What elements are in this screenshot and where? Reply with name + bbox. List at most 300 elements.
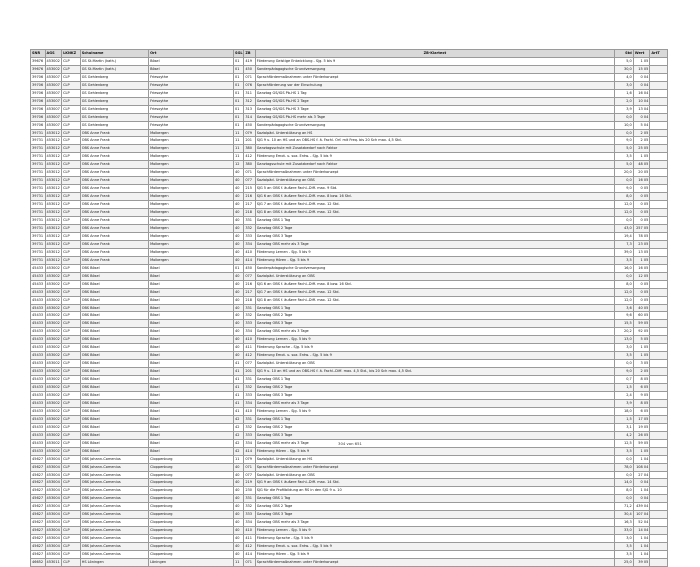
cell-zb: 216: [244, 280, 255, 288]
cell-std: 5,0: [615, 145, 634, 153]
cell-lknkz: CLP: [62, 153, 81, 161]
cell-ags: 453007: [45, 113, 62, 121]
cell-schulname: OBS Bösel: [80, 376, 148, 384]
cell-snr: 39731: [31, 209, 46, 217]
cell-ort: Bösel: [149, 368, 234, 376]
cell-std: 30,4: [615, 511, 634, 519]
cell-std: 39,0: [615, 248, 634, 256]
cell-artt: [650, 312, 668, 320]
cell-std: 1,6: [615, 89, 634, 97]
cell-schulname: OBS Anne Frank: [80, 137, 148, 145]
cell-lknkz: CLP: [62, 97, 81, 105]
table-row: [31, 391, 668, 399]
cell-snr: 45433: [31, 431, 46, 439]
cell-lknkz: CLP: [62, 304, 81, 312]
cell-std: 12,0: [615, 288, 634, 296]
cell-ort: Cloppenburg: [149, 535, 234, 543]
cell-std: 0,0: [615, 471, 634, 479]
cell-ort: Cloppenburg: [149, 511, 234, 519]
cell-lknkz: CLP: [62, 447, 81, 455]
cell-schulname: GS Gehlenberg: [80, 105, 148, 113]
cell-wert: 0 04: [633, 479, 650, 487]
cell-ort: Friesoythe: [149, 105, 234, 113]
cell-ags: 453002: [45, 312, 62, 320]
cell-lknkz: CLP: [62, 479, 81, 487]
cell-zb-klartext: Förderung Sprache - Sjg. 5 bis 9: [255, 344, 614, 352]
cell-sgl: 40: [233, 336, 243, 344]
cell-artt: [650, 336, 668, 344]
cell-zb: 216: [244, 193, 255, 201]
col-header-artt: ArtT: [650, 50, 668, 58]
cell-wert: 3 05: [633, 360, 650, 368]
cell-lknkz: CLP: [62, 121, 81, 129]
cell-artt: [650, 280, 668, 288]
cell-artt: [650, 193, 668, 201]
cell-zb: 332: [244, 384, 255, 392]
table-row: [31, 288, 668, 296]
cell-artt: [650, 559, 668, 567]
cell-ags: 453012: [45, 169, 62, 177]
cell-zb: 077: [244, 360, 255, 368]
col-header-zb-klartext: ZB-Klartext: [255, 50, 614, 58]
cell-lknkz: CLP: [62, 431, 81, 439]
cell-zb: 419: [244, 57, 255, 65]
col-header-std: Std: [615, 50, 634, 58]
cell-snr: 45627: [31, 503, 46, 511]
cell-lknkz: CLP: [62, 407, 81, 415]
cell-ort: Bösel: [149, 376, 234, 384]
cell-wert: 10 04: [633, 97, 650, 105]
cell-schulname: OBS Bösel: [80, 344, 148, 352]
table-row: [31, 217, 668, 225]
cell-std: 0,0: [615, 217, 634, 225]
cell-artt: [650, 399, 668, 407]
cell-lknkz: CLP: [62, 352, 81, 360]
cell-artt: [650, 105, 668, 113]
cell-wert: 108 04: [633, 463, 650, 471]
table-row: [31, 248, 668, 256]
cell-ags: 453012: [45, 201, 62, 209]
cell-artt: [650, 288, 668, 296]
cell-wert: 1 04: [633, 543, 650, 551]
cell-std: 8,0: [615, 280, 634, 288]
cell-zb-klartext: Ganztag OBS 3 Tage: [255, 232, 614, 240]
cell-lknkz: CLP: [62, 328, 81, 336]
table-row: [31, 209, 668, 217]
cell-artt: [650, 503, 668, 511]
cell-ort: Friesoythe: [149, 121, 234, 129]
cell-std: 5,0: [615, 57, 634, 65]
cell-zb-klartext: Ganztag OBS 3 Tage: [255, 320, 614, 328]
table-row: [31, 527, 668, 535]
cell-lknkz: CLP: [62, 360, 81, 368]
cell-sgl: 01: [233, 105, 243, 113]
cell-wert: 1 05: [633, 344, 650, 352]
cell-snr: 39731: [31, 177, 46, 185]
cell-sgl: 40: [233, 543, 243, 551]
cell-sgl: 40: [233, 479, 243, 487]
cell-zb-klartext: Ganztag OBS mehr als 3 Tage: [255, 328, 614, 336]
cell-ags: 453004: [45, 487, 62, 495]
cell-artt: [650, 551, 668, 559]
cell-schulname: OBS Johann-Comenius: [80, 503, 148, 511]
cell-schulname: OBS Johann-Comenius: [80, 455, 148, 463]
cell-artt: [650, 121, 668, 129]
cell-snr: 45433: [31, 336, 46, 344]
cell-artt: [650, 543, 668, 551]
cell-zb: 410: [244, 527, 255, 535]
cell-wert: 25 05: [633, 145, 650, 153]
cell-zb: 219: [244, 479, 255, 487]
cell-ort: Molbergen: [149, 209, 234, 217]
cell-sgl: 40: [233, 328, 243, 336]
cell-zb-klartext: Ganztag OBS mehr als 3 Tage: [255, 240, 614, 248]
table-row: [31, 431, 668, 439]
table-row: [31, 232, 668, 240]
cell-zb-klartext: Ganztag GS/IGS Pb-HS 1 Tag: [255, 89, 614, 97]
cell-lknkz: CLP: [62, 240, 81, 248]
cell-snr: 45433: [31, 368, 46, 376]
table-row: [31, 463, 668, 471]
cell-ags: 453004: [45, 551, 62, 559]
table-row: [31, 145, 668, 153]
cell-wert: 439 04: [633, 503, 650, 511]
cell-schulname: OBS Anne Frank: [80, 161, 148, 169]
cell-zb-klartext: Förderung Lernen - Sjg. 5 bis 9: [255, 527, 614, 535]
cell-std: 33,0: [615, 527, 634, 535]
cell-zb: 414: [244, 551, 255, 559]
cell-snr: 45433: [31, 384, 46, 392]
cell-zb: 217: [244, 201, 255, 209]
cell-snr: 45433: [31, 344, 46, 352]
cell-std: 13,0: [615, 336, 634, 344]
cell-ags: 453004: [45, 495, 62, 503]
cell-zb-klartext: Sonderpädagogische Grundversorgung: [255, 65, 614, 73]
cell-ort: Bösel: [149, 439, 234, 447]
cell-sgl: 40: [233, 288, 243, 296]
cell-schulname: OBS Bösel: [80, 431, 148, 439]
cell-artt: [650, 232, 668, 240]
cell-ags: 453012: [45, 137, 62, 145]
cell-sgl: 40: [233, 209, 243, 217]
cell-std: 16,0: [615, 264, 634, 272]
table-row: [31, 256, 668, 264]
cell-wert: 17 05: [633, 415, 650, 423]
cell-zb: 334: [244, 439, 255, 447]
cell-wert: 59 05: [633, 439, 650, 447]
cell-snr: 39731: [31, 193, 46, 201]
cell-zb: 332: [244, 423, 255, 431]
cell-ags: 453002: [45, 304, 62, 312]
cell-wert: 0 05: [633, 193, 650, 201]
cell-std: 1,5: [615, 415, 634, 423]
cell-schulname: OBS Bösel: [80, 264, 148, 272]
cell-ags: 453012: [45, 177, 62, 185]
cell-ags: 453002: [45, 336, 62, 344]
cell-zb-klartext: Förderung Lernen - Sjg. 5 bis 9: [255, 248, 614, 256]
cell-sgl: 12: [233, 161, 243, 169]
cell-schulname: OBS Anne Frank: [80, 232, 148, 240]
cell-zb-klartext: Ganztag OBS mehr als 3 Tage: [255, 399, 614, 407]
cell-zb: 450: [244, 65, 255, 73]
cell-wert: 59 05: [633, 320, 650, 328]
cell-ort: Molbergen: [149, 201, 234, 209]
cell-wert: 52 04: [633, 519, 650, 527]
cell-zb: 312: [244, 97, 255, 105]
cell-lknkz: CLP: [62, 336, 81, 344]
cell-sgl: 01: [233, 73, 243, 81]
cell-artt: [650, 272, 668, 280]
cell-snr: 45627: [31, 535, 46, 543]
cell-schulname: OBS Bösel: [80, 423, 148, 431]
cell-artt: [650, 447, 668, 455]
cell-schulname: OBS Bösel: [80, 447, 148, 455]
cell-ags: 453002: [45, 376, 62, 384]
cell-snr: 45433: [31, 272, 46, 280]
cell-zb-klartext: SJG 6 an OBS f. äußere Fachl.-Diff. max. 8 bzw. 16 Std.: [255, 193, 614, 201]
table-row: [31, 169, 668, 177]
cell-zb: 076: [244, 81, 255, 89]
cell-snr: 39731: [31, 217, 46, 225]
cell-sgl: 42: [233, 447, 243, 455]
cell-sgl: 11: [233, 559, 243, 567]
table-row: [31, 328, 668, 336]
cell-lknkz: CLP: [62, 169, 81, 177]
cell-zb: 334: [244, 399, 255, 407]
cell-zb: 380: [244, 161, 255, 169]
cell-zb: 314: [244, 113, 255, 121]
cell-zb-klartext: Sonderpädagogische Grundversorgung: [255, 264, 614, 272]
cell-ort: Bösel: [149, 431, 234, 439]
cell-zb-klartext: Ganztag GS/IGS Pb-HS 2 Tage: [255, 97, 614, 105]
col-header-wert: Wert: [633, 50, 650, 58]
cell-snr: 39731: [31, 161, 46, 169]
cell-sgl: 01: [233, 81, 243, 89]
cell-wert: 1 04: [633, 535, 650, 543]
cell-snr: 45627: [31, 543, 46, 551]
table-body: [31, 57, 668, 566]
cell-zb: 410: [244, 336, 255, 344]
cell-wert: 0 05: [633, 296, 650, 304]
cell-lknkz: CLP: [62, 384, 81, 392]
cell-ort: Molbergen: [149, 185, 234, 193]
cell-artt: [650, 97, 668, 105]
cell-lknkz: CLP: [62, 73, 81, 81]
cell-ags: 453007: [45, 121, 62, 129]
cell-sgl: 01: [233, 97, 243, 105]
cell-zb: 333: [244, 431, 255, 439]
cell-snr: 39731: [31, 137, 46, 145]
cell-zb: 201: [244, 368, 255, 376]
cell-wert: 19 05: [633, 423, 650, 431]
cell-sgl: 40: [233, 272, 243, 280]
cell-std: 3,0: [615, 344, 634, 352]
cell-schulname: OBS Johann-Comenius: [80, 495, 148, 503]
cell-wert: 1 04: [633, 487, 650, 495]
cell-artt: [650, 511, 668, 519]
cell-snr: 39706: [31, 113, 46, 121]
cell-sgl: 42: [233, 423, 243, 431]
cell-zb-klartext: Sprachfördermaßnahmen unter Förderkonzept: [255, 169, 614, 177]
cell-ags: 453002: [45, 280, 62, 288]
cell-artt: [650, 320, 668, 328]
cell-snr: 45433: [31, 439, 46, 447]
cell-zb-klartext: SJG 9 u. 10 an HS und an OBS-HS f. ä. Fachl.-Diff. max. 4,5 Std., bis 20 Sch max. 4,5 Std.: [255, 368, 614, 376]
cell-wert: 5 05: [633, 336, 650, 344]
table-header-row: [31, 50, 668, 58]
cell-snr: 39731: [31, 169, 46, 177]
cell-ags: 453004: [45, 455, 62, 463]
cell-lknkz: CLP: [62, 105, 81, 113]
cell-zb-klartext: SJG 7 an OBS f. äußere Fachl.-Diff. max. 12 Std.: [255, 201, 614, 209]
cell-std: 0,0: [615, 272, 634, 280]
cell-schulname: GS St.Martin (kath.): [80, 57, 148, 65]
cell-lknkz: CLP: [62, 463, 81, 471]
cell-sgl: 40: [233, 487, 243, 495]
table-row: [31, 415, 668, 423]
table-row: [31, 447, 668, 455]
cell-zb: 071: [244, 169, 255, 177]
cell-zb: 333: [244, 320, 255, 328]
cell-std: 0,0: [615, 360, 634, 368]
table-row: [31, 535, 668, 543]
cell-schulname: HS Löningen: [80, 559, 148, 567]
cell-zb-klartext: Förderung Emot. u. soz. Entw. - Sjg. 5 bis 9: [255, 543, 614, 551]
col-header-ags: AGS: [45, 50, 62, 58]
cell-schulname: OBS Johann-Comenius: [80, 543, 148, 551]
cell-ort: Molbergen: [149, 232, 234, 240]
cell-sgl: 40: [233, 352, 243, 360]
cell-wert: 27 04: [633, 471, 650, 479]
cell-ags: 453002: [45, 439, 62, 447]
cell-wert: 0 05: [633, 201, 650, 209]
table-row: [31, 129, 668, 137]
cell-sgl: 01: [233, 121, 243, 129]
cell-sgl: 40: [233, 280, 243, 288]
table-row: [31, 81, 668, 89]
table-row: [31, 543, 668, 551]
cell-std: 3,5: [615, 551, 634, 559]
cell-lknkz: CLP: [62, 232, 81, 240]
cell-artt: [650, 415, 668, 423]
cell-std: 8,0: [615, 487, 634, 495]
cell-sgl: 40: [233, 551, 243, 559]
cell-std: 1,5: [615, 384, 634, 392]
cell-schulname: GS Gehlenberg: [80, 121, 148, 129]
cell-ort: Bösel: [149, 447, 234, 455]
cell-zb-klartext: Ganztag OBS 2 Tage: [255, 503, 614, 511]
cell-artt: [650, 185, 668, 193]
cell-snr: 39676: [31, 65, 46, 73]
cell-artt: [650, 527, 668, 535]
cell-sgl: 41: [233, 368, 243, 376]
cell-snr: 46652: [31, 559, 46, 567]
cell-sgl: 40: [233, 519, 243, 527]
cell-ags: 453002: [45, 65, 62, 73]
cell-artt: [650, 352, 668, 360]
cell-ort: Bösel: [149, 352, 234, 360]
cell-lknkz: CLP: [62, 256, 81, 264]
cell-ags: 453004: [45, 511, 62, 519]
cell-sgl: 40: [233, 535, 243, 543]
cell-ags: 453007: [45, 81, 62, 89]
table-row: [31, 360, 668, 368]
cell-zb: 332: [244, 224, 255, 232]
cell-ort: Bösel: [149, 415, 234, 423]
cell-schulname: OBS Anne Frank: [80, 224, 148, 232]
cell-ort: Bösel: [149, 65, 234, 73]
cell-std: 0,0: [615, 177, 634, 185]
cell-lknkz: CLP: [62, 248, 81, 256]
cell-std: 4,2: [615, 431, 634, 439]
cell-snr: 45433: [31, 399, 46, 407]
cell-wert: 48 05: [633, 161, 650, 169]
cell-ags: 453012: [45, 185, 62, 193]
col-header-ort: Ort: [149, 50, 234, 58]
cell-sgl: 42: [233, 439, 243, 447]
cell-lknkz: CLP: [62, 551, 81, 559]
cell-ort: Cloppenburg: [149, 495, 234, 503]
table-row: [31, 264, 668, 272]
cell-std: 8,0: [615, 193, 634, 201]
cell-ags: 453002: [45, 447, 62, 455]
cell-ort: Cloppenburg: [149, 519, 234, 527]
cell-zb-klartext: Förderung Lernen - Sjg. 5 bis 9: [255, 336, 614, 344]
cell-ags: 453002: [45, 415, 62, 423]
cell-ags: 453002: [45, 57, 62, 65]
cell-artt: [650, 368, 668, 376]
cell-zb: 333: [244, 232, 255, 240]
cell-ort: Bösel: [149, 344, 234, 352]
cell-snr: 45433: [31, 352, 46, 360]
cell-wert: 1 05: [633, 352, 650, 360]
cell-schulname: GS Gehlenberg: [80, 113, 148, 121]
cell-artt: [650, 57, 668, 65]
cell-lknkz: CLP: [62, 344, 81, 352]
cell-wert: 16 04: [633, 89, 650, 97]
cell-wert: 6 05: [633, 407, 650, 415]
cell-sgl: 41: [233, 376, 243, 384]
cell-ags: 453007: [45, 89, 62, 97]
cell-sgl: 01: [233, 65, 243, 73]
cell-ags: 453002: [45, 360, 62, 368]
cell-schulname: OBS Bösel: [80, 360, 148, 368]
cell-schulname: GS Gehlenberg: [80, 81, 148, 89]
cell-zb-klartext: Förderung Hören - Sjg. 5 bis 9: [255, 551, 614, 559]
cell-zb-klartext: Ganztag OBS 3 Tage: [255, 511, 614, 519]
page-number: 304 von 651: [338, 441, 362, 446]
cell-snr: 39731: [31, 145, 46, 153]
cell-zb-klartext: Förderung Lernen - Sjg. 5 bis 9: [255, 407, 614, 415]
table-row: [31, 240, 668, 248]
cell-ags: 453002: [45, 423, 62, 431]
cell-zb-klartext: Ganztag OBS 3 Tage: [255, 431, 614, 439]
col-header-snr: SNR: [31, 50, 46, 58]
cell-ort: Molbergen: [149, 161, 234, 169]
cell-zb-klartext: Sozialpäd. Unterstützung an HS: [255, 455, 614, 463]
cell-zb-klartext: Sozialpäd. Unterstützung an OBS: [255, 272, 614, 280]
cell-sgl: 11: [233, 145, 243, 153]
cell-sgl: 11: [233, 153, 243, 161]
table-row: [31, 113, 668, 121]
cell-std: 18,0: [615, 407, 634, 415]
cell-zb-klartext: Ganztag OBS 2 Tage: [255, 224, 614, 232]
table-row: [31, 201, 668, 209]
cell-zb: 071: [244, 73, 255, 81]
cell-snr: 45627: [31, 463, 46, 471]
cell-sgl: 01: [233, 57, 243, 65]
cell-ort: Cloppenburg: [149, 551, 234, 559]
